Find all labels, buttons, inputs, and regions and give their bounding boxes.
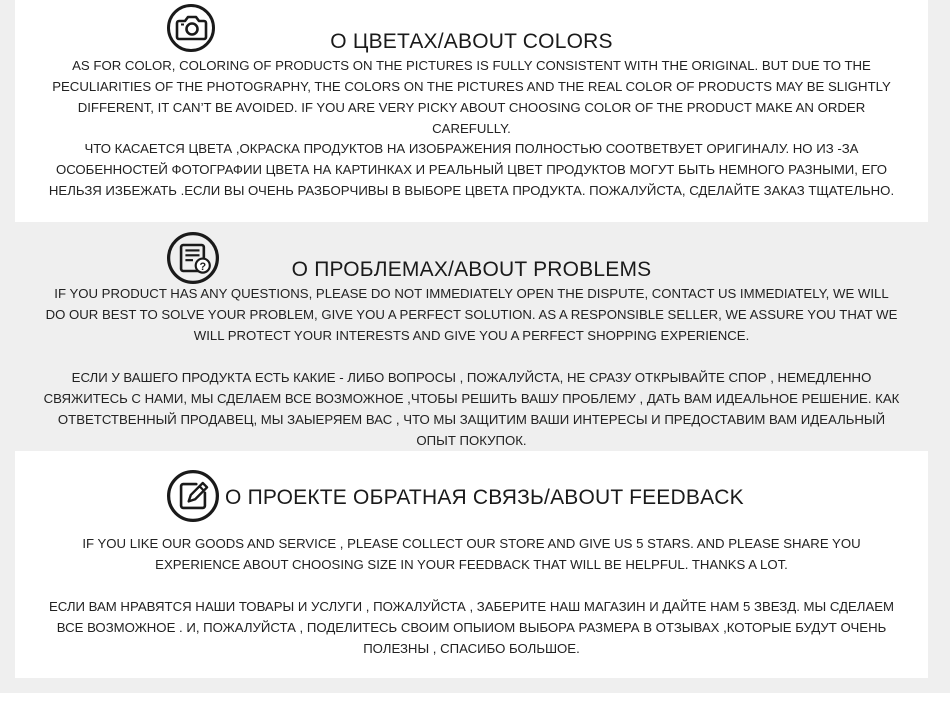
section-text-en: AS FOR COLOR, COLORING OF PRODUCTS ON THE PICTURES IS FULLY CONSISTENT WITH THE ORIGINAL. BUT DUE TO THE PECULIARITIES OF THE PHOTOGRAPHY, THE COLORS ON THE PICTURES AND THE REAL COLOR OF PRODUCTS MAY BE SLIGHTLY DIFFERENT, IT CAN’T BE AVOIDED. IF YOU ARE VERY PICKY ABOUT CHOOSING COLOR OF THE PRODUCT MAKE AN ORDER CAREFULLY.: [52, 58, 891, 136]
section-heading: О ЦВЕТАХ/ABOUT COLORS: [330, 30, 613, 53]
section-heading: О ПРОБЛЕМАХ/ABOUT PROBLEMS: [291, 258, 652, 281]
section-text-en: IF YOU PRODUCT HAS ANY QUESTIONS, PLEASE DO NOT IMMEDIATELY OPEN THE DISPUTE, CONTACT US IMMEDIATELY, WE WILL DO OUR BEST TO SOLVE YOUR PROBLEM, GIVE YOU A PERFECT SOLUTION. AS A RESPONSIBLE SELLER, WE ASSURE YOU THAT WE WILL PROTECT YOUR INTERESTS AND GIVE YOU A PERFECT SHOPPING EXPERIENCE.: [45, 286, 898, 343]
section-text-en: IF YOU LIKE OUR GOODS AND SERVICE , PLEASE COLLECT OUR STORE AND GIVE US 5 STARS. AND PLEASE SHARE YOU EXPERIENCE ABOUT CHOOSING SIZE IN YOUR FEEDBACK THAT WILL BE HELPFUL. THANKS A LOT.: [82, 536, 861, 572]
section-about-problems: [15, 222, 928, 451]
bottom-strip: [0, 693, 950, 702]
section-heading: О ПРОЕКТЕ ОБРАТНАЯ СВЯЗЬ/ABOUT FEEDBACK: [225, 486, 744, 509]
section-about-feedback: [15, 451, 928, 678]
section-text-ru: ЕСЛИ ВАМ НРАВЯТСЯ НАШИ ТОВАРЫ И УСЛУГИ , ПОЖАЛУЙСТА , ЗАБЕРИТЕ НАШ МАГАЗИН И ДАЙТЕ НАМ 5 ЗВЕЗД. МЫ СДЕЛАЕМ ВСЕ ВОЗМОЖНОЕ . И, ПОЖАЛУЙСТА , ПОДЕЛИТЕСЬ СВОИМ ОПЫИОМ ВЫБОРА РАЗМЕРА В ОТЗЫВАХ ,КОТОРЫЕ БУДУТ ОЧЕНЬ ПОЛЕЗНЫ , СПАСИБО БОЛЬШОЕ.: [48, 599, 895, 656]
edit-pencil-icon: [167, 470, 215, 518]
section-text-ru: ЕСЛИ У ВАШЕГО ПРОДУКТА ЕСТЬ КАКИЕ - ЛИБО ВОПРОСЫ , ПОЖАЛУЙСТА, НЕ СРАЗУ ОТКРЫВАЙТЕ СПОР , НЕМЕДЛЕННО СВЯЖИТЕСЬ С НАМИ, МЫ СДЕЛАЕМ ВСЕ ВОЗМОЖНОЕ ,ЧТОБЫ РЕШИТЬ ВАШУ ПРОБЛЕМУ , ДАТЬ ВАМ ИДЕАЛЬНОЕ РЕШЕНИЕ. КАК ОТВЕТСТВЕННЫЙ ПРОДАВЕЦ, МЫ ЗАЫЕРЯЕМ ВАС , ЧТО МЫ ЗАЩИТИМ ВАШИ ИНТЕРЕСЫ И ПРЕДОСТАВИМ ВАМ ИДЕАЛЬНЫЙ ОПЫТ ПОКУПОК.: [43, 370, 900, 448]
section-text-ru: ЧТО КАСАЕТСЯ ЦВЕТА ,ОКРАСКА ПРОДУКТОВ НА ИЗОБРАЖЕНИЯ ПОЛНОСТЬЮ СООТВЕТВУЕТ ОРИГИНАЛУ. НО ИЗ -ЗА ОСОБЕННОСТЕЙ ФОТОГРАФИИ ЦВЕТА НА КАРТИНКАХ И РЕАЛЬНЫЙ ЦВЕТ ПРОДУКТОВ МОГУТ БЫТЬ НЕМНОГО РАЗНЫМИ, ЕГО НЕЛЬЗЯ ИЗБЕЖАТЬ .ЕСЛИ ВЫ ОЧЕНЬ РАЗБОРЧИВЫ В ВЫБОРЕ ЦВЕТА ПРОДУКТА. ПОЖАЛУЙСТА, СДЕЛАЙТЕ ЗАКАЗ ТЩАТЕЛЬНО.: [48, 141, 895, 198]
section-about-colors: [15, 0, 928, 222]
svg-text:?: ?: [199, 260, 207, 273]
